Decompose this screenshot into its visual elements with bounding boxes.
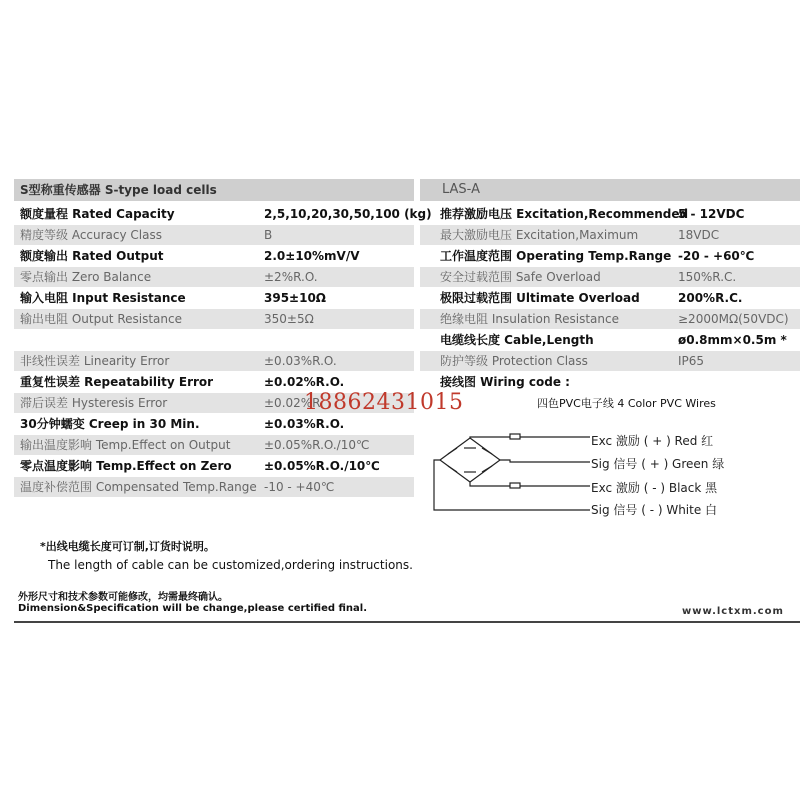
spec-value: ±0.03%R.O. <box>264 417 345 431</box>
spec-label: 30分钟蠕变 Creep in 30 Min. <box>20 417 200 431</box>
spec-value: ±2%R.O. <box>264 270 318 284</box>
spec-value: ≥2000MΩ(50VDC) <box>678 312 789 326</box>
spec-value: ±0.05%R.O./10℃ <box>264 459 380 473</box>
spec-row <box>14 225 414 245</box>
spec-label: 最大激励电压 Excitation,Maximum <box>440 228 639 242</box>
spec-row <box>14 351 414 371</box>
spec-row <box>14 477 414 497</box>
spec-value: IP65 <box>678 354 705 368</box>
spec-value: 2.0±10%mV/V <box>264 249 360 263</box>
spec-label: 电缆线长度 Cable,Length <box>440 333 594 347</box>
spec-label: 工作温度范围 Operating Temp.Range <box>440 249 672 263</box>
spec-label: 精度等级 Accuracy Class <box>20 228 162 242</box>
spec-row <box>14 309 414 329</box>
wire-exc-minus: Exc 激励 ( - ) Black 黑 <box>591 481 718 495</box>
spec-label: 额度量程 Rated Capacity <box>20 207 175 221</box>
spec-row <box>14 456 414 476</box>
spec-value: 395±10Ω <box>264 291 327 305</box>
spec-label: 温度补偿范围 Compensated Temp.Range <box>20 480 257 494</box>
footer-rule <box>14 621 800 623</box>
spec-value: 350±5Ω <box>264 312 314 326</box>
spec-label: 零点输出 Zero Balance <box>20 270 152 284</box>
product-title: S型称重传感器 S-type load cells <box>14 179 414 201</box>
spec-value: 200%R.C. <box>678 291 743 305</box>
spec-value: B <box>264 228 273 242</box>
wire-exc-plus: Exc 激励 ( + ) Red 红 <box>591 434 714 448</box>
spec-value: -10 - +40℃ <box>264 480 335 494</box>
spec-value: 150%R.C. <box>678 270 737 284</box>
spec-row <box>420 246 800 266</box>
spec-value: ø0.8mm×0.5m * <box>678 333 787 347</box>
wire-type-label: 四色PVC电子线 4 Color PVC Wires <box>537 397 716 410</box>
spec-label: 接线图 Wiring code : <box>440 375 570 389</box>
spec-label: 输入电阻 Input Resistance <box>20 291 186 305</box>
spec-row <box>420 351 800 371</box>
cable-note-en: The length of cable can be customized,ordering instructions. <box>48 558 413 572</box>
spec-row <box>14 246 414 266</box>
spec-row <box>420 204 800 224</box>
spec-label: 安全过载范围 Safe Overload <box>440 270 601 284</box>
spec-label: 输出温度影响 Temp.Effect on Output <box>20 438 231 452</box>
wire-sig-minus: Sig 信号 ( - ) White 白 <box>591 503 718 517</box>
spec-value: -20 - +60℃ <box>678 249 755 263</box>
spec-row <box>420 309 800 329</box>
phone-watermark: 18862431015 <box>304 390 464 415</box>
spec-row <box>14 267 414 287</box>
spec-note-cn: 外形尺寸和技术参数可能修改，均需最终确认。 <box>18 592 228 603</box>
spec-label: 重复性误差 Repeatability Error <box>20 375 214 389</box>
website-link[interactable]: www.lctxm.com <box>682 606 784 617</box>
spec-value: 2,5,10,20,30,50,100 (kg) <box>264 207 432 221</box>
spec-note-en: Dimension&Specification will be change,please certified final. <box>18 603 368 614</box>
spec-label: 输出电阻 Output Resistance <box>20 312 182 326</box>
spec-value: ±0.02%R <box>264 396 321 410</box>
model-number: LAS-A <box>420 179 800 201</box>
spec-value: ±0.05%R.O./10℃ <box>264 438 370 452</box>
spec-value: 18VDC <box>678 228 720 242</box>
spec-row <box>14 288 414 308</box>
spec-row <box>14 435 414 455</box>
spec-row <box>14 372 414 392</box>
spec-value: 5 - 12VDC <box>678 207 745 221</box>
spec-label: 推荐激励电压 Excitation,Recommended <box>440 207 689 221</box>
spec-row <box>420 267 800 287</box>
spec-label: 绝缘电阻 Insulation Resistance <box>440 312 619 326</box>
spec-row <box>420 330 800 350</box>
wheatstone-bridge-diagram <box>430 420 590 520</box>
spec-label: 防护等级 Protection Class <box>440 354 588 368</box>
spec-label: 零点温度影响 Temp.Effect on Zero <box>20 459 232 473</box>
spec-row <box>420 225 800 245</box>
spec-label: 额度输出 Rated Output <box>20 249 164 263</box>
spec-value: ±0.02%R.O. <box>264 375 345 389</box>
cable-note-cn: *出线电缆长度可订制,订货时说明。 <box>40 540 215 553</box>
bridge-diamond <box>440 438 500 482</box>
spec-label: 极限过载范围 Ultimate Overload <box>440 291 640 305</box>
spec-row <box>14 330 414 350</box>
wire-sig-plus: Sig 信号 ( + ) Green 绿 <box>591 457 725 471</box>
spec-label: 非线性误差 Linearity Error <box>20 354 170 368</box>
spec-row <box>420 372 800 392</box>
spec-row <box>420 288 800 308</box>
spec-label: 滞后误差 Hysteresis Error <box>20 396 168 410</box>
spec-row <box>14 204 432 224</box>
spec-value: ±0.03%R.O. <box>264 354 337 368</box>
spec-row <box>14 414 414 434</box>
